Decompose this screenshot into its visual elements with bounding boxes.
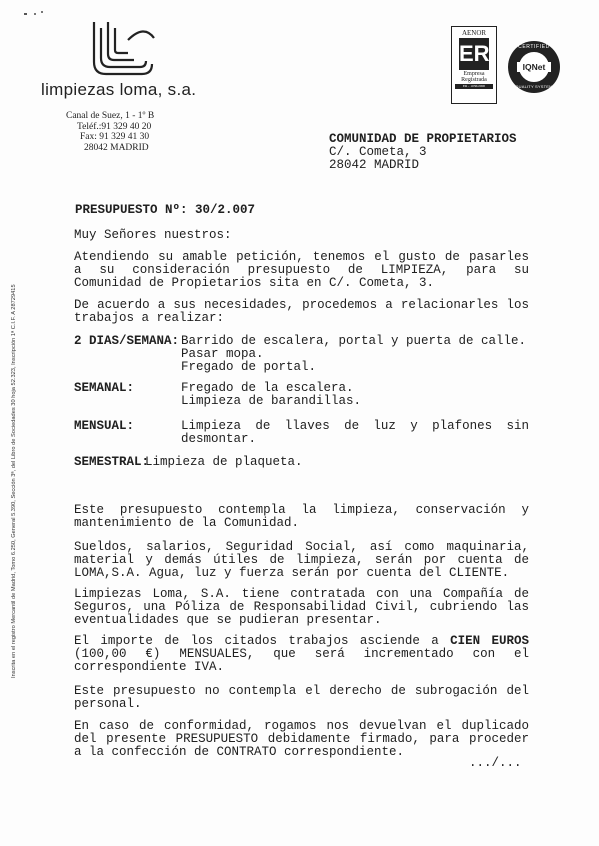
address-line: Canal de Suez, 1 - 1º B <box>66 111 155 121</box>
address-line: 28042 MADRID <box>84 142 149 153</box>
recipient-block <box>329 133 517 172</box>
recipient-name: COMUNIDAD DE PROPIETARIOS <box>329 132 517 146</box>
registry-text: Inscrita en el registro Mercantil de Madrid, Tomo 6.250, General 5.390, Sección 3ª, del Libro de Sociedades 30 hoja 52.323, Inscripción 1ª C.I.F. A 28729415 <box>11 284 17 678</box>
task-item: Limpieza de barandillas. <box>181 394 362 408</box>
task-item: Pasar mopa. <box>181 347 264 361</box>
paragraph-price <box>74 635 529 674</box>
company-name: limpiezas loma, s.a. <box>41 80 197 99</box>
iqnet-top-text: CERTIFIED <box>518 44 550 50</box>
paragraph-conformity: En caso de conformidad, rogamos nos devuelvan el duplicado del presente PRESUPUESTO debidamente firmado, para proceder a la confección de CONTRATO correspondiente. <box>74 719 529 759</box>
task-list <box>181 335 526 374</box>
freq-weekly: SEMANAL: <box>74 381 135 395</box>
freq-twice-weekly: 2 DIAS/SEMANA: <box>74 334 180 348</box>
task-item: Barrido de escalera, portal y puerta de calle. <box>181 334 527 348</box>
task-item: Limpieza de plaqueta. <box>145 455 303 469</box>
recipient-city: 28042 MADRID <box>329 158 420 172</box>
aenor-line1: Empresa <box>463 71 485 77</box>
aenor-label: AENOR <box>461 29 487 37</box>
iqnet-label: IQNet <box>517 62 551 72</box>
greeting: Muy Señores nuestros: <box>74 228 232 242</box>
task-item: Fregado de la escalera. <box>181 381 354 395</box>
paragraph-scope: Este presupuesto contempla la limpieza, conservación y mantenimiento de la Comunidad. <box>74 503 529 530</box>
recipient-street: C/. Cometa, 3 <box>329 145 427 159</box>
address-line: Fax: 91 329 41 30 <box>80 132 150 142</box>
aenor-code: ER - 1036/2000 <box>455 84 493 89</box>
company-address <box>66 111 154 153</box>
budget-title: PRESUPUESTO Nº: 30/2.007 <box>75 203 256 217</box>
paragraph-costs: Sueldos, salarios, Seguridad Social, así como maquinaria, material y demás útiles de limpieza, serán por cuenta de LOMA,S.A. Agua, luz y fuerza serán por cuenta del CLIENTE. <box>74 540 529 580</box>
aenor-er-mark: ER <box>459 38 489 70</box>
price-text-pre: El importe de los citados trabajos asciende a <box>74 634 451 648</box>
task-list <box>181 382 361 408</box>
task-item: Fregado de portal. <box>181 360 317 374</box>
aenor-certificate <box>451 26 497 104</box>
price-amount: CIEN EUROS <box>450 634 530 648</box>
task-list <box>181 420 529 446</box>
continuation-mark: .../... <box>469 756 522 770</box>
price-text-post: (100,00 €) MENSUALES, que será incrementado con el correspondiente IVA. <box>74 647 529 674</box>
paragraph-subrogation: Este presupuesto no contempla el derecho de subrogación del personal. <box>74 684 529 711</box>
scan-mark <box>24 13 27 15</box>
iqnet-bottom-text: QUALITY SYSTEM <box>515 84 553 89</box>
needs-paragraph: De acuerdo a sus necesidades, procedemos a relacionarles los trabajos a realizar: <box>74 298 529 325</box>
task-item: Limpieza de llaves de luz y plafones sin <box>181 419 529 433</box>
intro-paragraph: Atendiendo su amable petición, tenemos el gusto de pasarles a su consideración presupuesto de LIMPIEZA, para su Comunidad de Propietarios sita en C/. Cometa, 3. <box>74 250 529 290</box>
address-line: Teléf.:91 329 40 20 <box>77 121 152 132</box>
company-logo <box>84 18 156 80</box>
scan-mark <box>34 13 36 15</box>
freq-monthly: MENSUAL: <box>74 419 135 433</box>
paragraph-insurance: Limpiezas Loma, S.A. tiene contratada con una Compañía de Seguros, una Póliza de Responsabilidad Civil, cubriendo las eventualidades que se pudieran presentar. <box>74 587 529 627</box>
scan-mark <box>41 11 43 13</box>
task-item: desmontar. <box>181 432 257 446</box>
iqnet-seal <box>508 41 560 93</box>
aenor-line2: Registrada <box>461 77 487 83</box>
freq-semiannual: SEMESTRAL: <box>74 455 150 469</box>
